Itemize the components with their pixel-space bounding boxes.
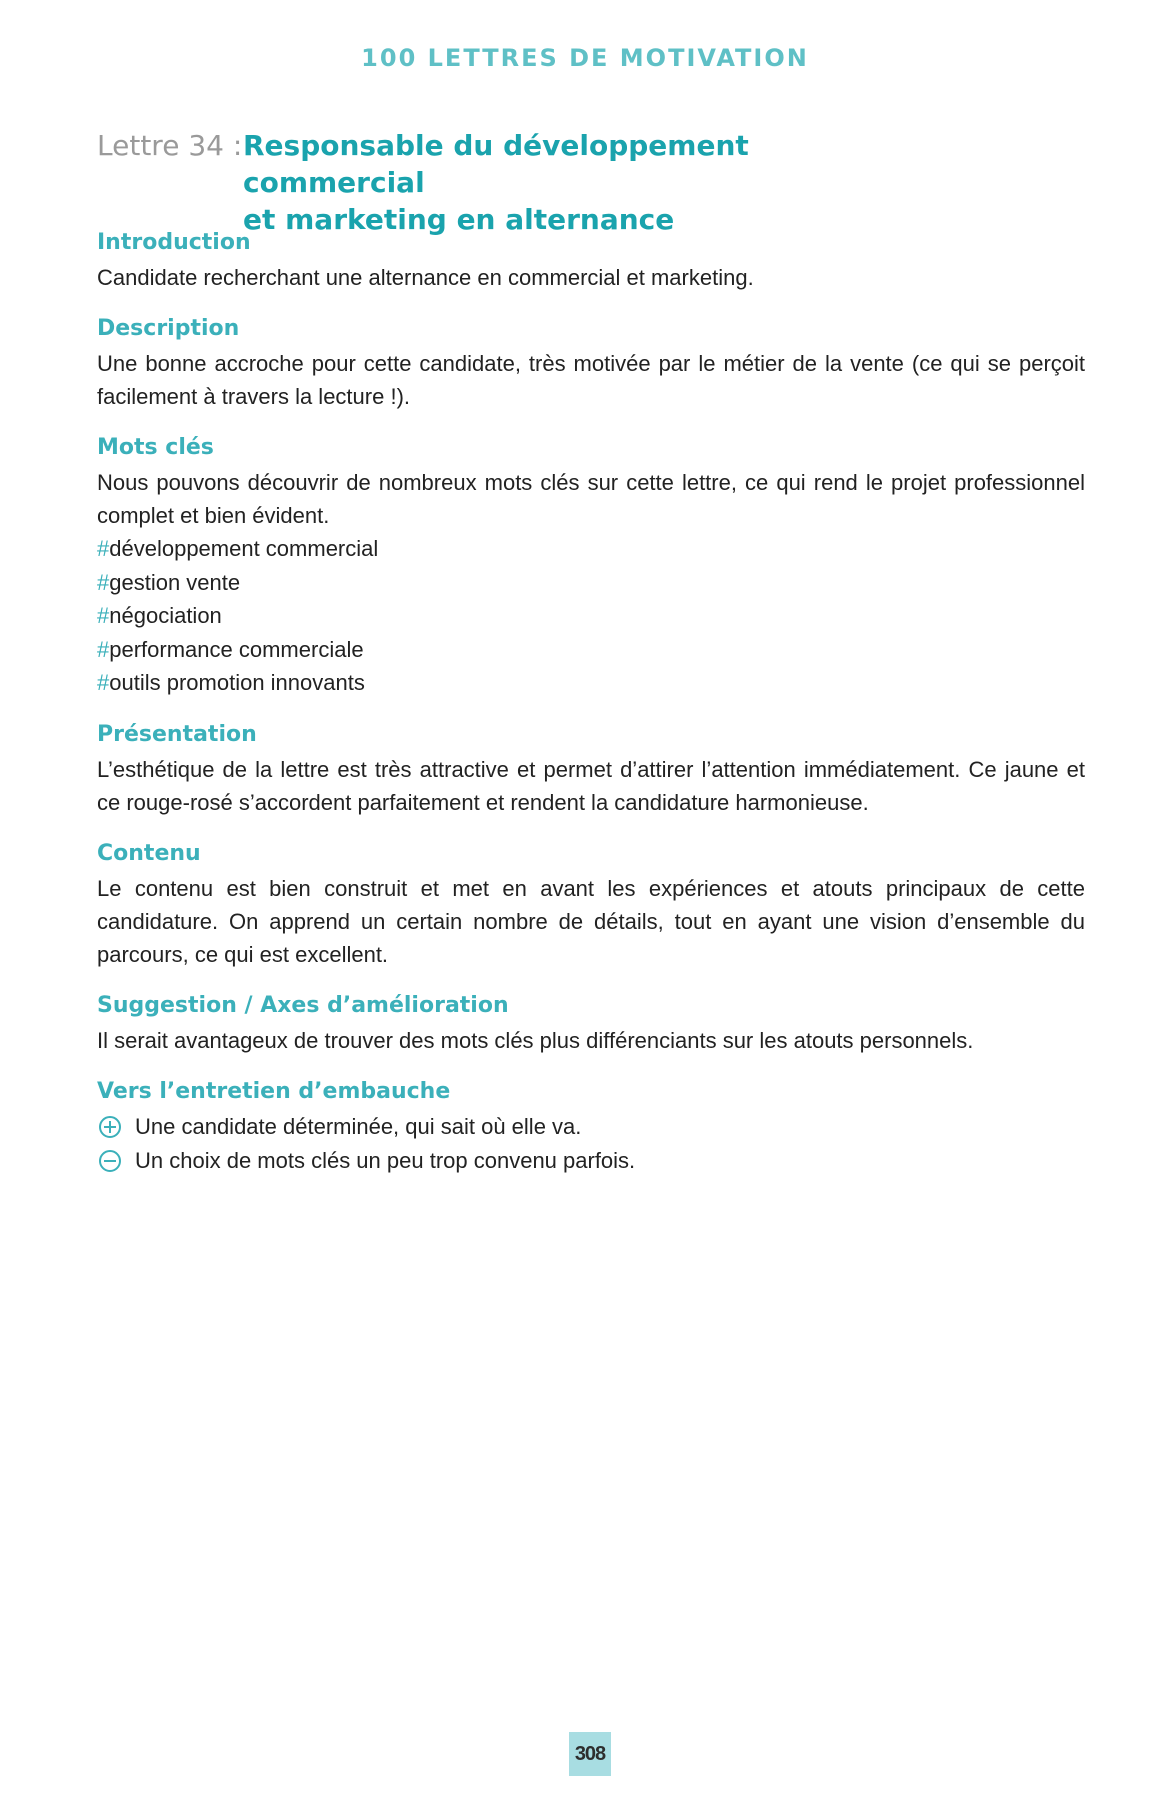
section-presentation — [97, 722, 1085, 819]
positive-point — [97, 1110, 1085, 1144]
running-head: 100 LETTRES DE MOTIVATION — [361, 44, 809, 72]
section-heading: Contenu — [97, 840, 201, 866]
letter-title-main: Responsable du développement commercial et marketing en alternance — [243, 129, 749, 236]
keyword-tag — [97, 666, 1085, 700]
letter-number: Lettre 34 : — [97, 129, 243, 162]
circled-plus-icon — [99, 1116, 121, 1138]
keyword-tag — [97, 633, 1085, 667]
keyword-text: négociation — [109, 603, 222, 628]
circled-minus-icon — [99, 1150, 121, 1172]
section-text: Une bonne accroche pour cette candidate, très motivée par le métier de la vente (ce qui se perçoit facilement à travers la lecture !). — [97, 351, 1085, 409]
section-entretien — [97, 1079, 1085, 1178]
keyword-tag — [97, 566, 1085, 600]
keyword-text: gestion vente — [109, 569, 241, 595]
section-heading: Introduction — [97, 230, 251, 255]
hash-symbol: # — [97, 670, 110, 695]
section-text: Il serait avantageux de trouver des mots clés plus différenciants sur les atouts personnels. — [97, 1027, 974, 1053]
keyword-text: outils promotion innovants — [109, 670, 365, 695]
page-number: 308 — [569, 1732, 611, 1776]
keyword-tag — [97, 599, 1085, 633]
negative-point — [97, 1144, 1085, 1178]
letter-title — [97, 127, 1097, 238]
positive-text: Une candidate déterminée, qui sait où elle va. — [135, 1113, 582, 1139]
section-description — [97, 316, 1085, 413]
keyword-text: développement commercial — [109, 536, 379, 561]
hash-symbol: # — [97, 569, 110, 595]
keyword-tag — [97, 532, 1085, 566]
section-text: Candidate recherchant une alternance en commercial et marketing. — [97, 265, 754, 290]
section-contenu — [97, 841, 1085, 971]
negative-text: Un choix de mots clés un peu trop convenu parfois. — [135, 1147, 636, 1173]
keyword-text: performance commerciale — [109, 636, 364, 662]
section-heading: Mots clés — [97, 435, 214, 460]
section-introduction — [97, 230, 1085, 294]
letter-analysis — [97, 230, 1085, 1200]
section-suggestion — [97, 993, 1085, 1057]
hash-symbol: # — [97, 536, 110, 561]
section-heading: Vers l’entretien d’embauche — [97, 1078, 451, 1104]
section-mots-cles — [97, 435, 1085, 700]
section-heading: Présentation — [97, 721, 257, 747]
section-heading: Suggestion / Axes d’amélioration — [97, 992, 509, 1018]
section-text: L’esthétique de la lettre est très attractive et permet d’attirer l’attention immédiatement. Ce jaune et ce rouge-rosé s’accordent parfaitement et rendent la candidature harmonieuse. — [97, 756, 1085, 815]
section-text: Le contenu est bien construit et met en avant les expériences et atouts principaux de cette candidature. On apprend un certain nombre de détails, tout en ayant une vision d’ensemble du parcours, ce qui est excellent. — [97, 875, 1085, 967]
hash-symbol: # — [97, 636, 110, 662]
section-heading: Description — [97, 316, 240, 341]
hash-symbol: # — [97, 603, 110, 628]
section-text: Nous pouvons découvrir de nombreux mots clés sur cette lettre, ce qui rend le projet professionnel complet et bien évident. — [97, 470, 1085, 528]
